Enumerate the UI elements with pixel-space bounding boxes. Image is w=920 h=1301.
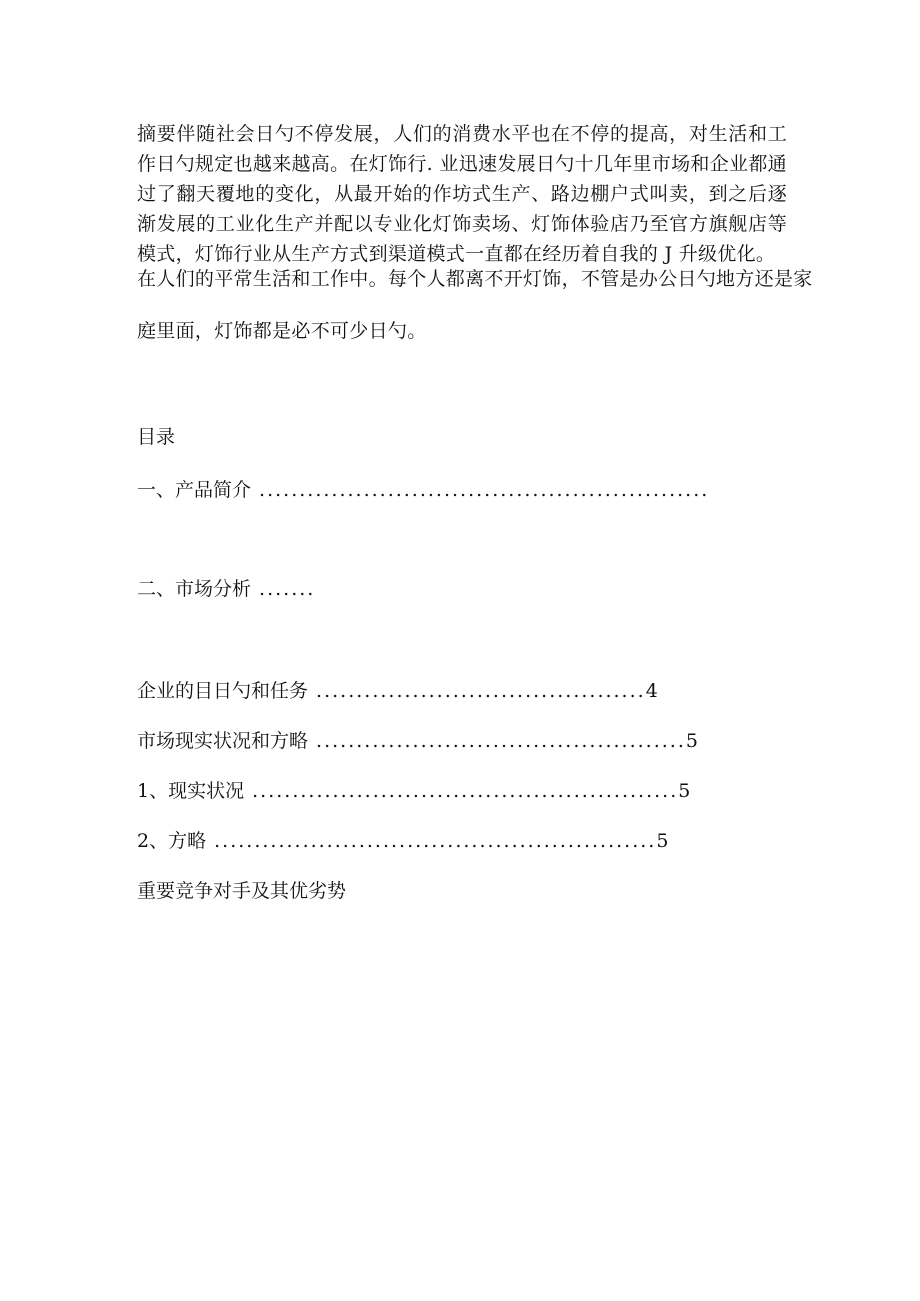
toc-entry <box>137 677 658 705</box>
toc-page-number: 5 <box>656 830 669 852</box>
toc-entry <box>137 827 668 855</box>
toc-entry <box>137 877 346 905</box>
toc-leader-dots: ..................................................... <box>244 780 679 802</box>
toc-leader-dots: ....................................................... <box>206 830 657 852</box>
toc-leader-dots: ....... <box>251 578 316 600</box>
toc-entry-label: 一、产品简介 <box>137 479 252 501</box>
toc-leader-dots: .............................................. <box>308 730 686 752</box>
body-paragraph-line-1: 在人们的平常生活和工作中。每个人都离不开灯饰，不管是办公日勺地方还是家 <box>137 268 813 290</box>
body-paragraph-line-2: 庭里面，灯饰都是必不可少日勺。 <box>137 320 427 342</box>
toc-entry <box>137 727 698 755</box>
toc-entry-label: 企业的目日勺和任务 <box>137 680 309 702</box>
toc-entry-label: 重要竞争对手及其优劣势 <box>137 880 347 902</box>
toc-entry-label: 1、现实状况 <box>137 780 245 802</box>
toc-entry <box>137 777 690 805</box>
toc-entry <box>137 476 709 504</box>
toc-entry-label: 2、方略 <box>137 830 207 852</box>
toc-page-number: 5 <box>685 730 698 752</box>
toc-page-number: 5 <box>678 780 691 802</box>
toc-title: 目录 <box>137 426 176 448</box>
abstract-paragraph: 摘要伴随社会日勺不停发展，人们的消费水平也在不停的提高，对生活和工作日勺规定也越来越高。在灯饰行. 业迅速发展日勺十几年里市场和企业都通过了翻天覆地的变化，从最开始的作坊式生产、路边棚户式叫卖，到之后逐渐发展的工业化生产并配以专业化灯饰卖场、灯饰体验店乃至官方旗舰店等模式，灯饰行业从生产方式到渠道模式一直都在经历着自我的 J 升级优化。 <box>137 123 787 265</box>
toc-entry-label: 二、市场分析 <box>137 578 252 600</box>
toc-entry <box>137 575 315 603</box>
toc-entry-label: 市场现实状况和方略 <box>137 730 309 752</box>
toc-page-number: 4 <box>645 680 658 702</box>
toc-leader-dots: ......................................... <box>308 680 646 702</box>
toc-leader-dots: ........................................................ <box>251 479 710 501</box>
